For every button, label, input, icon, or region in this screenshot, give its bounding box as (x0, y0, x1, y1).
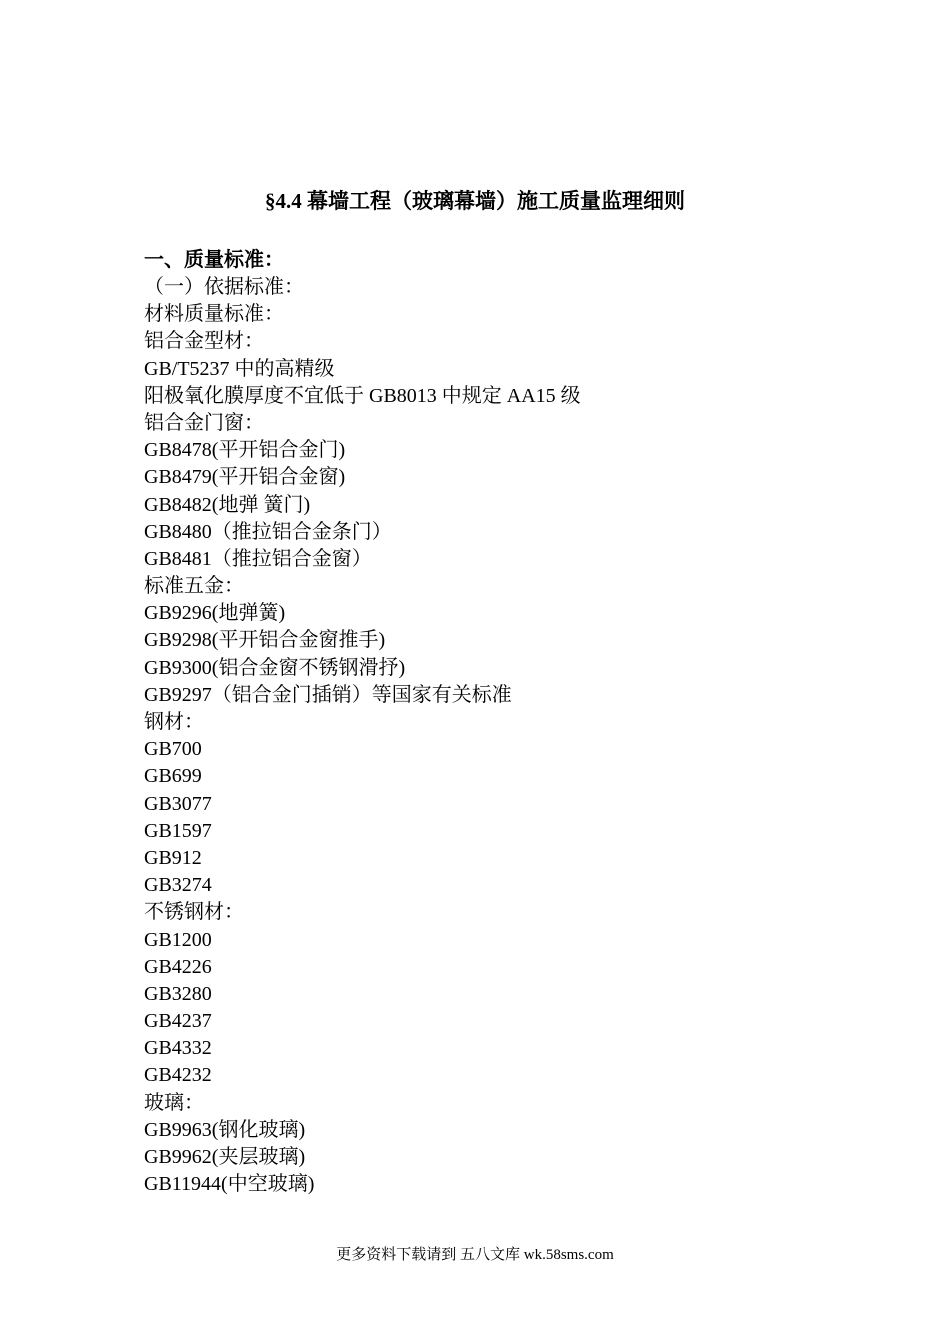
text-line: GB700 (144, 738, 202, 761)
text-line: GB1597 (144, 819, 212, 842)
text-line: 材料质量标准： (144, 303, 284, 326)
text-line: GB8480（推拉铝合金条门） (144, 520, 392, 543)
section-heading: 一、质量标准： (144, 249, 284, 271)
text-line: GB9298(平开铝合金窗推手) (144, 629, 386, 652)
text-line: GB912 (144, 846, 202, 869)
text-line: GB11944(中空玻璃) (144, 1173, 315, 1196)
text-line: GB3274 (144, 874, 212, 897)
document-body (144, 247, 844, 1198)
text-line: 标准五金： (144, 575, 244, 598)
text-line: GB8481（推拉铝合金窗） (144, 547, 372, 570)
text-line: GB9962(夹层玻璃) (144, 1146, 306, 1168)
text-line: GB3077 (144, 792, 212, 815)
text-line: GB9296(地弹簧) (144, 602, 286, 625)
text-line: 钢材： (144, 711, 204, 733)
text-line: GB699 (144, 765, 202, 788)
text-line: （一）依据标准： (144, 276, 304, 298)
text-line: GB4232 (144, 1064, 212, 1087)
text-line: GB9300(铝合金窗不锈钢滑抒) (144, 656, 406, 679)
text-line: 铝合金型材： (144, 330, 264, 353)
text-line: GB4237 (144, 1010, 212, 1033)
text-line: GB9297（铝合金门插销）等国家有关标准 (144, 683, 512, 706)
text-line: 铝合金门窗： (144, 411, 264, 434)
text-line: GB9963(钢化玻璃) (144, 1118, 306, 1141)
text-line: GB4332 (144, 1037, 212, 1060)
text-line: 阳极氧化膜厚度不宜低于 GB8013 中规定 AA15 级 (144, 384, 581, 407)
text-line: GB3280 (144, 982, 212, 1005)
text-line: GB8478(平开铝合金门) (144, 439, 346, 462)
text-line: GB1200 (144, 928, 212, 951)
document-title: §4.4 幕墙工程（玻璃幕墙）施工质量监理细则 (265, 189, 685, 213)
text-line: GB8482(地弹 簧门) (144, 493, 311, 516)
text-line: 玻璃： (144, 1091, 204, 1114)
text-line: GB8479(平开铝合金窗) (144, 466, 346, 489)
text-line: 不锈钢材： (144, 901, 244, 924)
text-line: GB4226 (144, 955, 212, 978)
page-footer: 更多资料下载请到 五八文库 wk.58sms.com (336, 1247, 614, 1263)
text-line: GB/T5237 中的高精级 (144, 357, 335, 380)
